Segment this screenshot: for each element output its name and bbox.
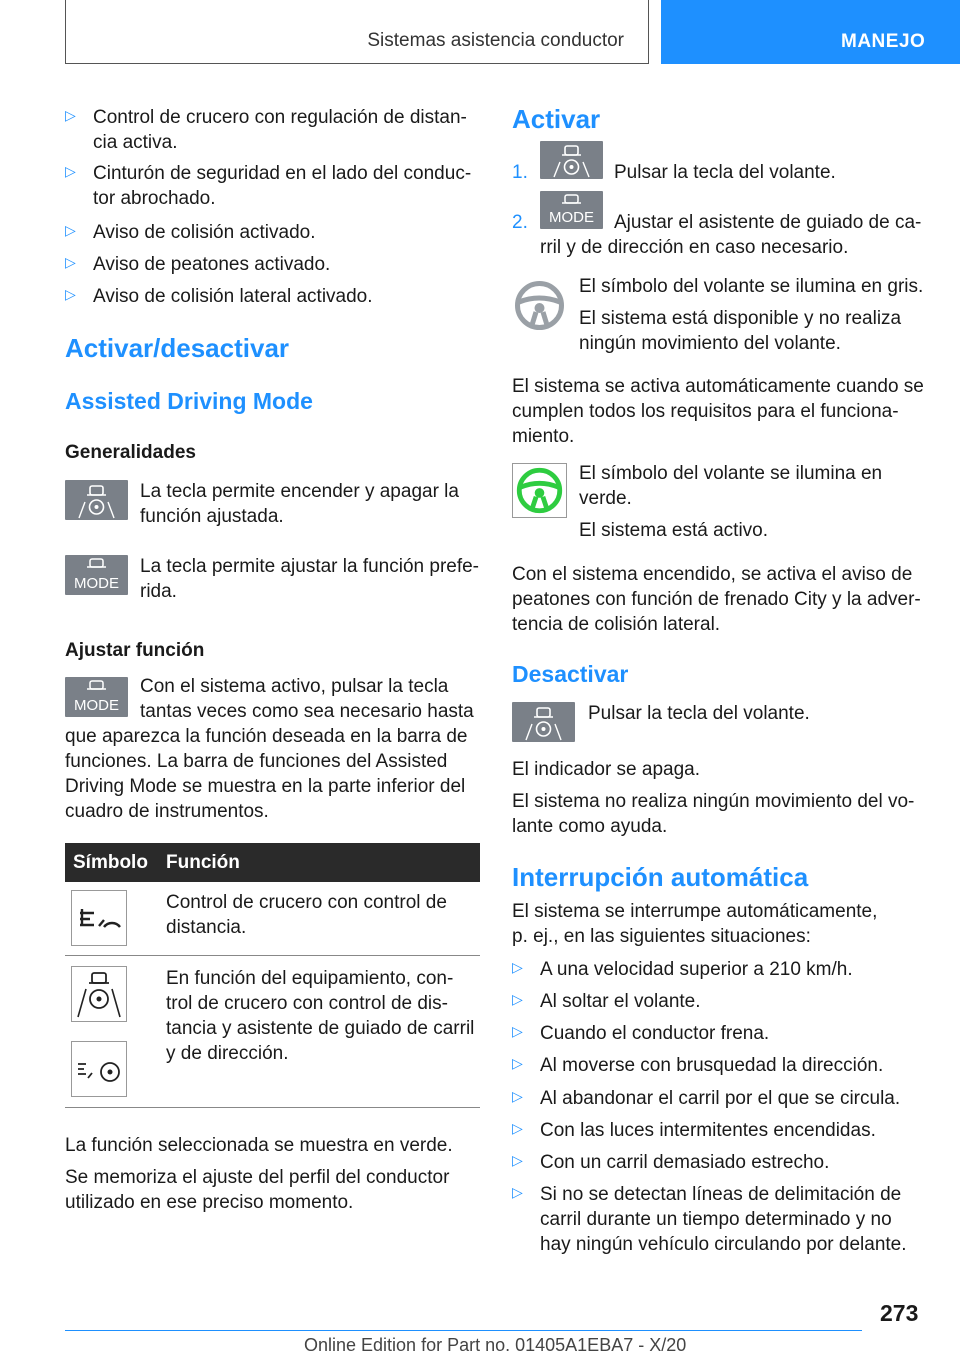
deactivate-text: Pulsar la tecla del volante. xyxy=(588,703,810,724)
assist-key-icon-step1 xyxy=(540,141,603,179)
bullet-text: Control de crucero con regulación de distan- cia activa. xyxy=(93,107,467,153)
assist-key-icon xyxy=(65,480,128,520)
bullet-triangle-icon: ▷ xyxy=(512,1055,523,1071)
bullet-triangle-icon: ▷ xyxy=(65,107,76,123)
bullet-triangle-icon: ▷ xyxy=(512,1088,523,1104)
lane-assist-icon xyxy=(71,966,127,1022)
no-movement-text: El sistema no realiza ningún movimiento del vo- lante como ayuda. xyxy=(512,791,915,837)
svg-text:MODE: MODE xyxy=(74,697,119,714)
system-on-text: Con el sistema encendido, se activa el aviso de peatones con función de frenado City y la adver- tencia de colisión lateral. xyxy=(512,564,921,635)
heading-generalidades: Generalidades xyxy=(65,442,196,463)
bullet-triangle-icon: ▷ xyxy=(512,991,523,1007)
heading-activar: Activar xyxy=(512,104,601,134)
ajustar-text-b: que aparezca la función deseada en la barra de funciones. La barra de funciones del Assisted Driving Mode se muestra en la parte inferior del cuadro de instrumentos. xyxy=(65,726,468,822)
mode-key-icon-2 xyxy=(65,677,128,717)
bullet-triangle-icon: ▷ xyxy=(512,1120,523,1136)
heading-ajustar-funcion: Ajustar función xyxy=(65,640,205,661)
bullet-triangle-icon: ▷ xyxy=(512,1184,523,1200)
auto-activate-text: El sistema se activa automáticamente cuando se cumplen todos los requisitos para el funciona- miento. xyxy=(512,376,924,447)
bullet-triangle-icon: ▷ xyxy=(512,959,523,975)
header-box xyxy=(65,0,649,64)
ajustar-text-a: Con el sistema activo, pulsar la tecla tantas veces como sea necesario hasta xyxy=(140,676,474,722)
bullet-text: Aviso de colisión activado. xyxy=(93,222,316,243)
bullet-text: Cuando el conductor frena. xyxy=(540,1023,770,1044)
heading-desactivar: Desactivar xyxy=(512,661,629,687)
steering-wheel-green-icon xyxy=(512,463,567,518)
bullet-text: Al abandonar el carril por el que se circula. xyxy=(540,1088,901,1109)
step2-text-a: Ajustar el asistente de guiado de ca- xyxy=(614,212,922,233)
bullet-text: Cinturón de seguridad en el lado del conduc- tor abrochado. xyxy=(93,163,472,209)
green-symbol-text: El símbolo del volante se ilumina en verde. xyxy=(579,463,883,509)
green-active-text: El sistema está activo. xyxy=(579,520,769,541)
heading-assisted-driving-mode: Assisted Driving Mode xyxy=(65,388,313,414)
cruise-steering-icon xyxy=(71,1041,127,1097)
bullet-triangle-icon: ▷ xyxy=(65,254,76,270)
symbol-table-header: Símbolo Función xyxy=(65,843,480,882)
footer-edition: Online Edition for Part no. 01405A1EBA7 - X/20 xyxy=(304,1335,687,1355)
table-bottom-line xyxy=(65,1107,480,1108)
table-row1-function: Control de crucero con control de distancia. xyxy=(166,892,447,938)
bullet-text: Si no se detectan líneas de delimitación de carril durante un tiempo determinado y no hay ningún vehículo circulando por delante. xyxy=(540,1184,907,1255)
svg-text:MODE: MODE xyxy=(549,209,594,226)
step1-text: Pulsar la tecla del volante. xyxy=(614,162,836,183)
mode-key-icon xyxy=(65,555,128,595)
chapter-tab[interactable] xyxy=(661,0,960,64)
bullet-triangle-icon: ▷ xyxy=(512,1152,523,1168)
cruise-control-distance-icon xyxy=(71,890,127,946)
bullet-triangle-icon: ▷ xyxy=(65,163,76,179)
bullet-text: A una velocidad superior a 210 km/h. xyxy=(540,959,853,980)
footer-divider xyxy=(65,1330,862,1331)
key2-description: La tecla permite ajustar la función prefe- rida. xyxy=(140,556,480,602)
step1-number: 1. xyxy=(512,162,528,183)
selected-function-note: La función seleccionada se muestra en verde. xyxy=(65,1135,453,1156)
bullet-text: Con las luces intermitentes encendidas. xyxy=(540,1120,876,1141)
bullet-text: Al soltar el volante. xyxy=(540,991,701,1012)
bullet-text: Al moverse con brusquedad la dirección. xyxy=(540,1055,884,1076)
heading-interrupcion: Interrupción automática xyxy=(512,862,809,892)
table-row2-function: En función del equipamiento, con- trol de crucero con control de dis- tancia y asistente de guiado de carril y de dirección. xyxy=(166,968,475,1064)
steering-wheel-gray-icon xyxy=(512,278,567,333)
mode-key-icon-step2 xyxy=(540,191,603,229)
bullet-text: Aviso de peatones activado. xyxy=(93,254,331,275)
indicator-off-text: El indicador se apaga. xyxy=(512,759,701,780)
gray-symbol-text: El símbolo del volante se ilumina en gris. xyxy=(579,276,924,297)
step2-text-b: rril y de dirección en caso necesario. xyxy=(540,237,849,258)
chapter-tab-label: MANEJO xyxy=(841,31,926,52)
bullet-triangle-icon: ▷ xyxy=(512,1023,523,1039)
assist-key-icon-deactivate xyxy=(512,702,575,742)
interruption-intro: El sistema se interrumpe automáticamente, p. ej., en las siguientes situaciones: xyxy=(512,901,878,947)
svg-text:MODE: MODE xyxy=(74,575,119,592)
profile-memory-note: Se memoriza el ajuste del perfil del conductor utilizado en ese preciso momento. xyxy=(65,1167,450,1213)
table-divider xyxy=(65,955,480,956)
bullet-triangle-icon: ▷ xyxy=(65,222,76,238)
bullet-text: Aviso de colisión lateral activado. xyxy=(93,286,373,307)
bullet-triangle-icon: ▷ xyxy=(65,286,76,302)
gray-available-text: El sistema está disponible y no realiza ningún movimiento del volante. xyxy=(579,308,902,354)
heading-activar-desactivar: Activar/desactivar xyxy=(65,333,290,363)
section-title: Sistemas asistencia conductor xyxy=(367,30,624,51)
bullet-text: Con un carril demasiado estrecho. xyxy=(540,1152,830,1173)
step2-number: 2. xyxy=(512,212,528,233)
page-number: 273 xyxy=(880,1300,919,1326)
key1-description: La tecla permite encender y apagar la función ajustada. xyxy=(140,481,459,527)
